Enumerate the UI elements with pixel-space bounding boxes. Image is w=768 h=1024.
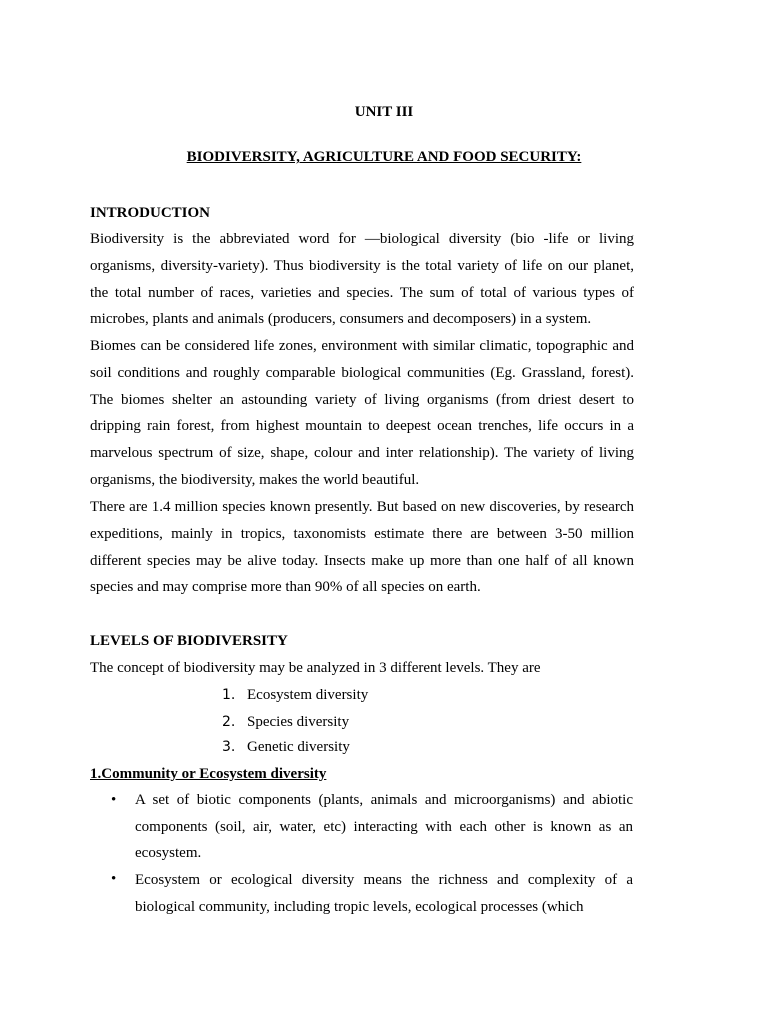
levels-intro: The concept of biodiversity may be analyzed in 3 different levels. They are xyxy=(90,660,541,676)
unit-title: UNIT III xyxy=(354,104,414,120)
level-item-number: 3. xyxy=(222,739,236,755)
level-item-label: Species diversity xyxy=(247,714,350,730)
bullet-icon: • xyxy=(111,792,117,808)
level-item xyxy=(222,712,349,732)
introduction-paragraph-3: There are 1.4 million species known presently. But based on new discoveries, by research expeditions, mainly in tropics, taxonomists estimate there are between 3-50 million different species may be alive today. Insects make up more than one half of all known species and may comprise more than 90% of all species on earth. xyxy=(90,499,634,596)
bullet-icon: • xyxy=(111,871,117,887)
bullet-item: A set of biotic components (plants, animals and microorganisms) and abiotic components (soil, air, water, etc) interacting with each other is known as an ecosystem. xyxy=(135,792,633,861)
level-item-label: Ecosystem diversity xyxy=(247,687,369,703)
introduction-paragraph-1: Biodiversity is the abbreviated word for —biological diversity (bio -life or living organisms, diversity-variety). Thus biodiversity is the total variety of life on our planet, the total number of races, varieties and species. The sum of total of various types of microbes, plants and animals (producers, consumers and decomposers) in a system. xyxy=(90,231,634,328)
level-item-number: 1. xyxy=(222,687,236,703)
community-heading: 1.Community or Ecosystem diversity xyxy=(90,766,327,782)
level-item-number: 2. xyxy=(222,714,236,730)
introduction-heading: INTRODUCTION xyxy=(90,205,211,221)
introduction-paragraph-2: Biomes can be considered life zones, environment with similar climatic, topographic and soil conditions and roughly comparable biological communities (Eg. Grassland, forest). The biomes shelter an astounding variety of living organisms (from driest desert to dripping rain forest, from highest mountain to deepest ocean trenches, life occurs in a marvelous spectrum of size, shape, colour and inter relationship). The variety of living organisms, the biodiversity, makes the world beautiful. xyxy=(90,338,634,488)
document-title: BIODIVERSITY, AGRICULTURE AND FOOD SECURITY: xyxy=(186,149,582,165)
level-item xyxy=(222,685,368,705)
level-item xyxy=(222,737,350,757)
level-item-label: Genetic diversity xyxy=(247,739,350,755)
bullet-item: Ecosystem or ecological diversity means the richness and complexity of a biological community, including tropic levels, ecological processes (which xyxy=(135,872,633,915)
levels-heading: LEVELS OF BIODIVERSITY xyxy=(90,633,288,649)
